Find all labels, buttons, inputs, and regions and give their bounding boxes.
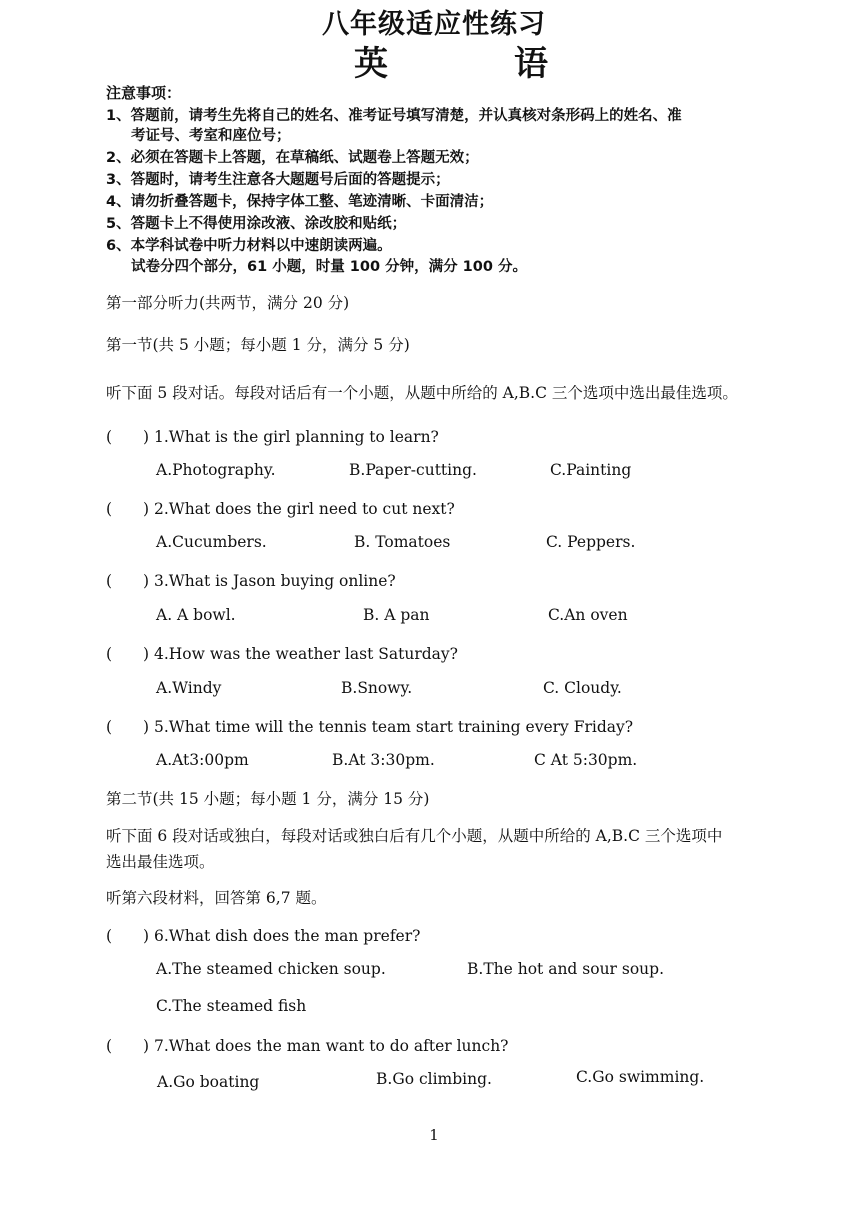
note-line: 试卷分四个部分，61 小题，时量 100 分钟，满分 100 分。 xyxy=(131,259,527,275)
note-line: 2、必须在答题卡上答题，在草稿纸、试题卷上答题无效； xyxy=(106,150,479,166)
notes-heading: 注意事项： xyxy=(106,84,182,102)
option-c: C.Painting xyxy=(550,461,632,479)
question-6 xyxy=(106,924,420,946)
option-b: B.Paper-cutting. xyxy=(349,461,477,479)
note-line: 6、本学科试卷中听力材料以中速朗读两遍。 xyxy=(106,238,392,254)
question-text: 2.What does the girl need to cut next? xyxy=(154,500,455,518)
option-c: C. Cloudy. xyxy=(543,679,622,697)
question-1 xyxy=(106,425,439,447)
option-c: C. Peppers. xyxy=(546,533,636,551)
note-line: 1、答题前，请考生先将自己的姓名、准考证号填写清楚，并认真核对条形码上的姓名、准 xyxy=(106,108,682,124)
option-a: A.Photography. xyxy=(156,461,276,479)
section2-sub: 听第六段材料，回答第 6,7 题。 xyxy=(106,889,327,907)
answer-blank[interactable]: ( ) xyxy=(106,428,150,446)
option-a: A.Windy xyxy=(156,679,222,697)
part1-heading: 第一部分听力(共两节，满分 20 分) xyxy=(106,294,350,312)
question-7 xyxy=(106,1034,509,1056)
option-b: B.At 3:30pm. xyxy=(332,751,435,769)
question-text: 1.What is the girl planning to learn? xyxy=(154,428,439,446)
option-a: A.Cucumbers. xyxy=(156,533,267,551)
section1-heading: 第一节(共 5 小题；每小题 1 分，满分 5 分) xyxy=(106,336,410,354)
option-c: C.An oven xyxy=(548,606,628,624)
note-line: 考证号、考室和座位号； xyxy=(131,128,291,144)
question-2 xyxy=(106,497,455,519)
question-4 xyxy=(106,642,458,664)
option-b: B.The hot and sour soup. xyxy=(467,960,665,978)
subject-title: 英 语 xyxy=(354,44,594,84)
option-c: C At 5:30pm. xyxy=(534,751,638,769)
section2-instruction: 选出最佳选项。 xyxy=(106,853,215,871)
question-text: 3.What is Jason buying online? xyxy=(154,572,396,590)
page-number: 1 xyxy=(429,1126,439,1144)
option-a: A.At3:00pm xyxy=(156,751,249,769)
section2-instruction: 听下面 6 段对话或独白，每段对话或独白后有几个小题，从题中所给的 A,B.C 三个选项中 xyxy=(106,827,723,845)
answer-blank[interactable]: ( ) xyxy=(106,645,150,663)
answer-blank[interactable]: ( ) xyxy=(106,1037,150,1055)
question-text: 6.What dish does the man prefer? xyxy=(154,927,421,945)
answer-blank[interactable]: ( ) xyxy=(106,572,150,590)
option-b: B. A pan xyxy=(363,606,430,624)
note-line: 4、请勿折叠答题卡，保持字体工整、笔迹清晰、卡面清洁； xyxy=(106,194,494,210)
section2-heading: 第二节(共 15 小题；每小题 1 分，满分 15 分) xyxy=(106,790,430,808)
question-text: 4.How was the weather last Saturday? xyxy=(154,645,458,663)
question-text: 7.What does the man want to do after lunch? xyxy=(154,1037,509,1055)
exam-title: 八年级适应性练习 xyxy=(322,9,546,40)
answer-blank[interactable]: ( ) xyxy=(106,718,150,736)
option-a: A. A bowl. xyxy=(156,606,236,624)
answer-blank[interactable]: ( ) xyxy=(106,927,150,945)
option-a: A.The steamed chicken soup. xyxy=(156,960,386,978)
question-text: 5.What time will the tennis team start training every Friday? xyxy=(154,718,634,736)
section1-instruction: 听下面 5 段对话。每段对话后有一个小题，从题中所给的 A,B.C 三个选项中选出最佳选项。 xyxy=(106,384,738,402)
note-line: 3、答题时，请考生注意各大题题号后面的答题提示； xyxy=(106,172,450,188)
question-3 xyxy=(106,569,396,591)
answer-blank[interactable]: ( ) xyxy=(106,500,150,518)
option-b: B. Tomatoes xyxy=(354,533,451,551)
question-5 xyxy=(106,715,633,737)
note-line: 5、答题卡上不得使用涂改液、涂改胶和贴纸； xyxy=(106,216,407,232)
option-a: A.Go boating xyxy=(157,1073,260,1091)
option-c: C.The steamed fish xyxy=(156,997,307,1015)
option-b: B.Snowy. xyxy=(341,679,413,697)
option-b: B.Go climbing. xyxy=(376,1070,492,1088)
option-c: C.Go swimming. xyxy=(576,1068,705,1086)
